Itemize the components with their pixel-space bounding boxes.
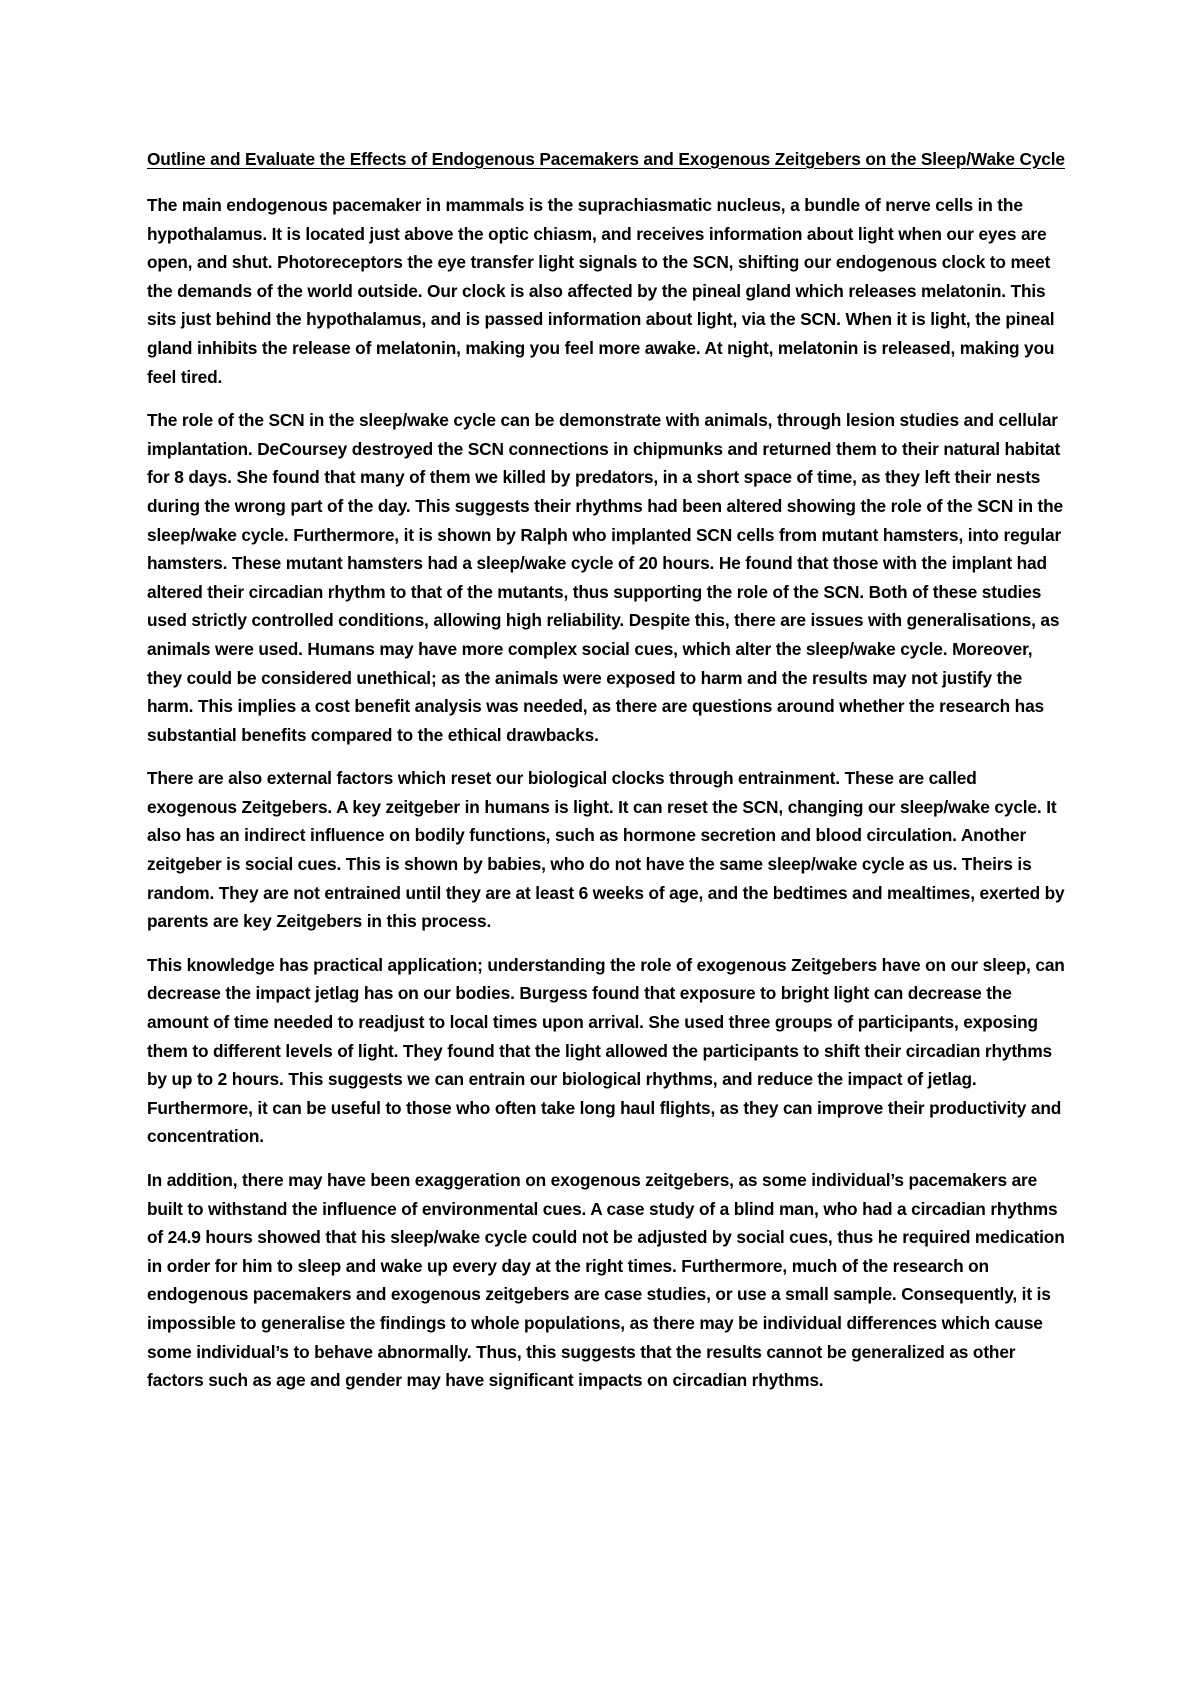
- paragraph-scn-animal-studies: The role of the SCN in the sleep/wake cycle can be demonstrate with animals, through lesion studies and cellular implantation. DeCoursey destroyed the SCN connections in chipmunks and returned them to their natural habitat for 8 days. She found that many of them we killed by predators, in a short space of time, as they left their nests during the wrong part of the day. This suggests their rhythms had been altered showing the role of the SCN in the sleep/wake cycle. Furthermore, it is shown by Ralph who implanted SCN cells from mutant hamsters, into regular hamsters. These mutant hamsters had a sleep/wake cycle of 20 hours. He found that those with the implant had altered their circadian rhythm to that of the mutants, thus supporting the role of the SCN. Both of these studies used strictly controlled conditions, allowing high reliability. Despite this, there are issues with generalisations, as animals were used. Humans may have more complex social cues, which alter the sleep/wake cycle. Moreover, they could be considered unethical; as the animals were exposed to harm and the results may not justify the harm. This implies a cost benefit analysis was needed, as there are questions around whether the research has substantial benefits compared to the ethical drawbacks.: [147, 410, 1064, 745]
- paragraph-scn-pacemaker: The main endogenous pacemaker in mammals is the suprachiasmatic nucleus, a bundle of nerve cells in the hypothalamus. It is located just above the optic chiasm, and receives information about light when our eyes are open, and shut. Photoreceptors the eye transfer light signals to the SCN, shifting our endogenous clock to meet the demands of the world outside. Our clock is also affected by the pineal gland which releases melatonin. This sits just behind the hypothalamus, and is passed information about light, via the SCN. When it is light, the pineal gland inhibits the release of melatonin, making you feel more awake. At night, melatonin is released, making you feel tired.: [147, 195, 1055, 387]
- document-title: Outline and Evaluate the Effects of Endogenous Pacemakers and Exogenous Zeitgebers on the Sleep/Wake Cycle: [147, 149, 1065, 169]
- paragraph-evaluation: In addition, there may have been exaggeration on exogenous zeitgebers, as some individual’s pacemakers are built to withstand the influence of environmental cues. A case study of a blind man, who had a circadian rhythms of 24.9 hours showed that his sleep/wake cycle could not be adjusted by social cues, thus he required medication in order for him to sleep and wake up every day at the right times. Furthermore, much of the research on endogenous pacemakers and exogenous zeitgebers are case studies, or use a small sample. Consequently, it is impossible to generalise the findings to whole populations, as there may be individual differences which cause some individual’s to behave abnormally. Thus, this suggests that the results cannot be generalized as other factors such as age and gender may have significant impacts on circadian rhythms.: [147, 1170, 1065, 1391]
- document-body: [147, 143, 1067, 1410]
- paragraph-practical-application: This knowledge has practical application; understanding the role of exogenous Zeitgebers have on our sleep, can decrease the impact jetlag has on our bodies. Burgess found that exposure to bright light can decrease the amount of time needed to readjust to local times upon arrival. She used three groups of participants, exposing them to different levels of light. They found that the light allowed the participants to shift their circadian rhythms by up to 2 hours. This suggests we can entrain our biological rhythms, and reduce the impact of jetlag. Furthermore, it can be useful to those who often take long haul flights, as they can improve their productivity and concentration.: [147, 954, 1065, 1147]
- paragraph-exogenous-zeitgebers: There are also external factors which reset our biological clocks through entrainment. These are called exogenous Zeitgebers. A key zeitgeber in humans is light. It can reset the SCN, changing our sleep/wake cycle. It also has an indirect influence on bodily functions, such as hormone secretion and blood circulation. Another zeitgeber is social cues. This is shown by babies, who do not have the same sleep/wake cycle as us. Theirs is random. They are not entrained until they are at least 6 weeks of age, and the bedtimes and mealtimes, exerted by parents are key Zeitgebers in this process.: [147, 768, 1065, 932]
